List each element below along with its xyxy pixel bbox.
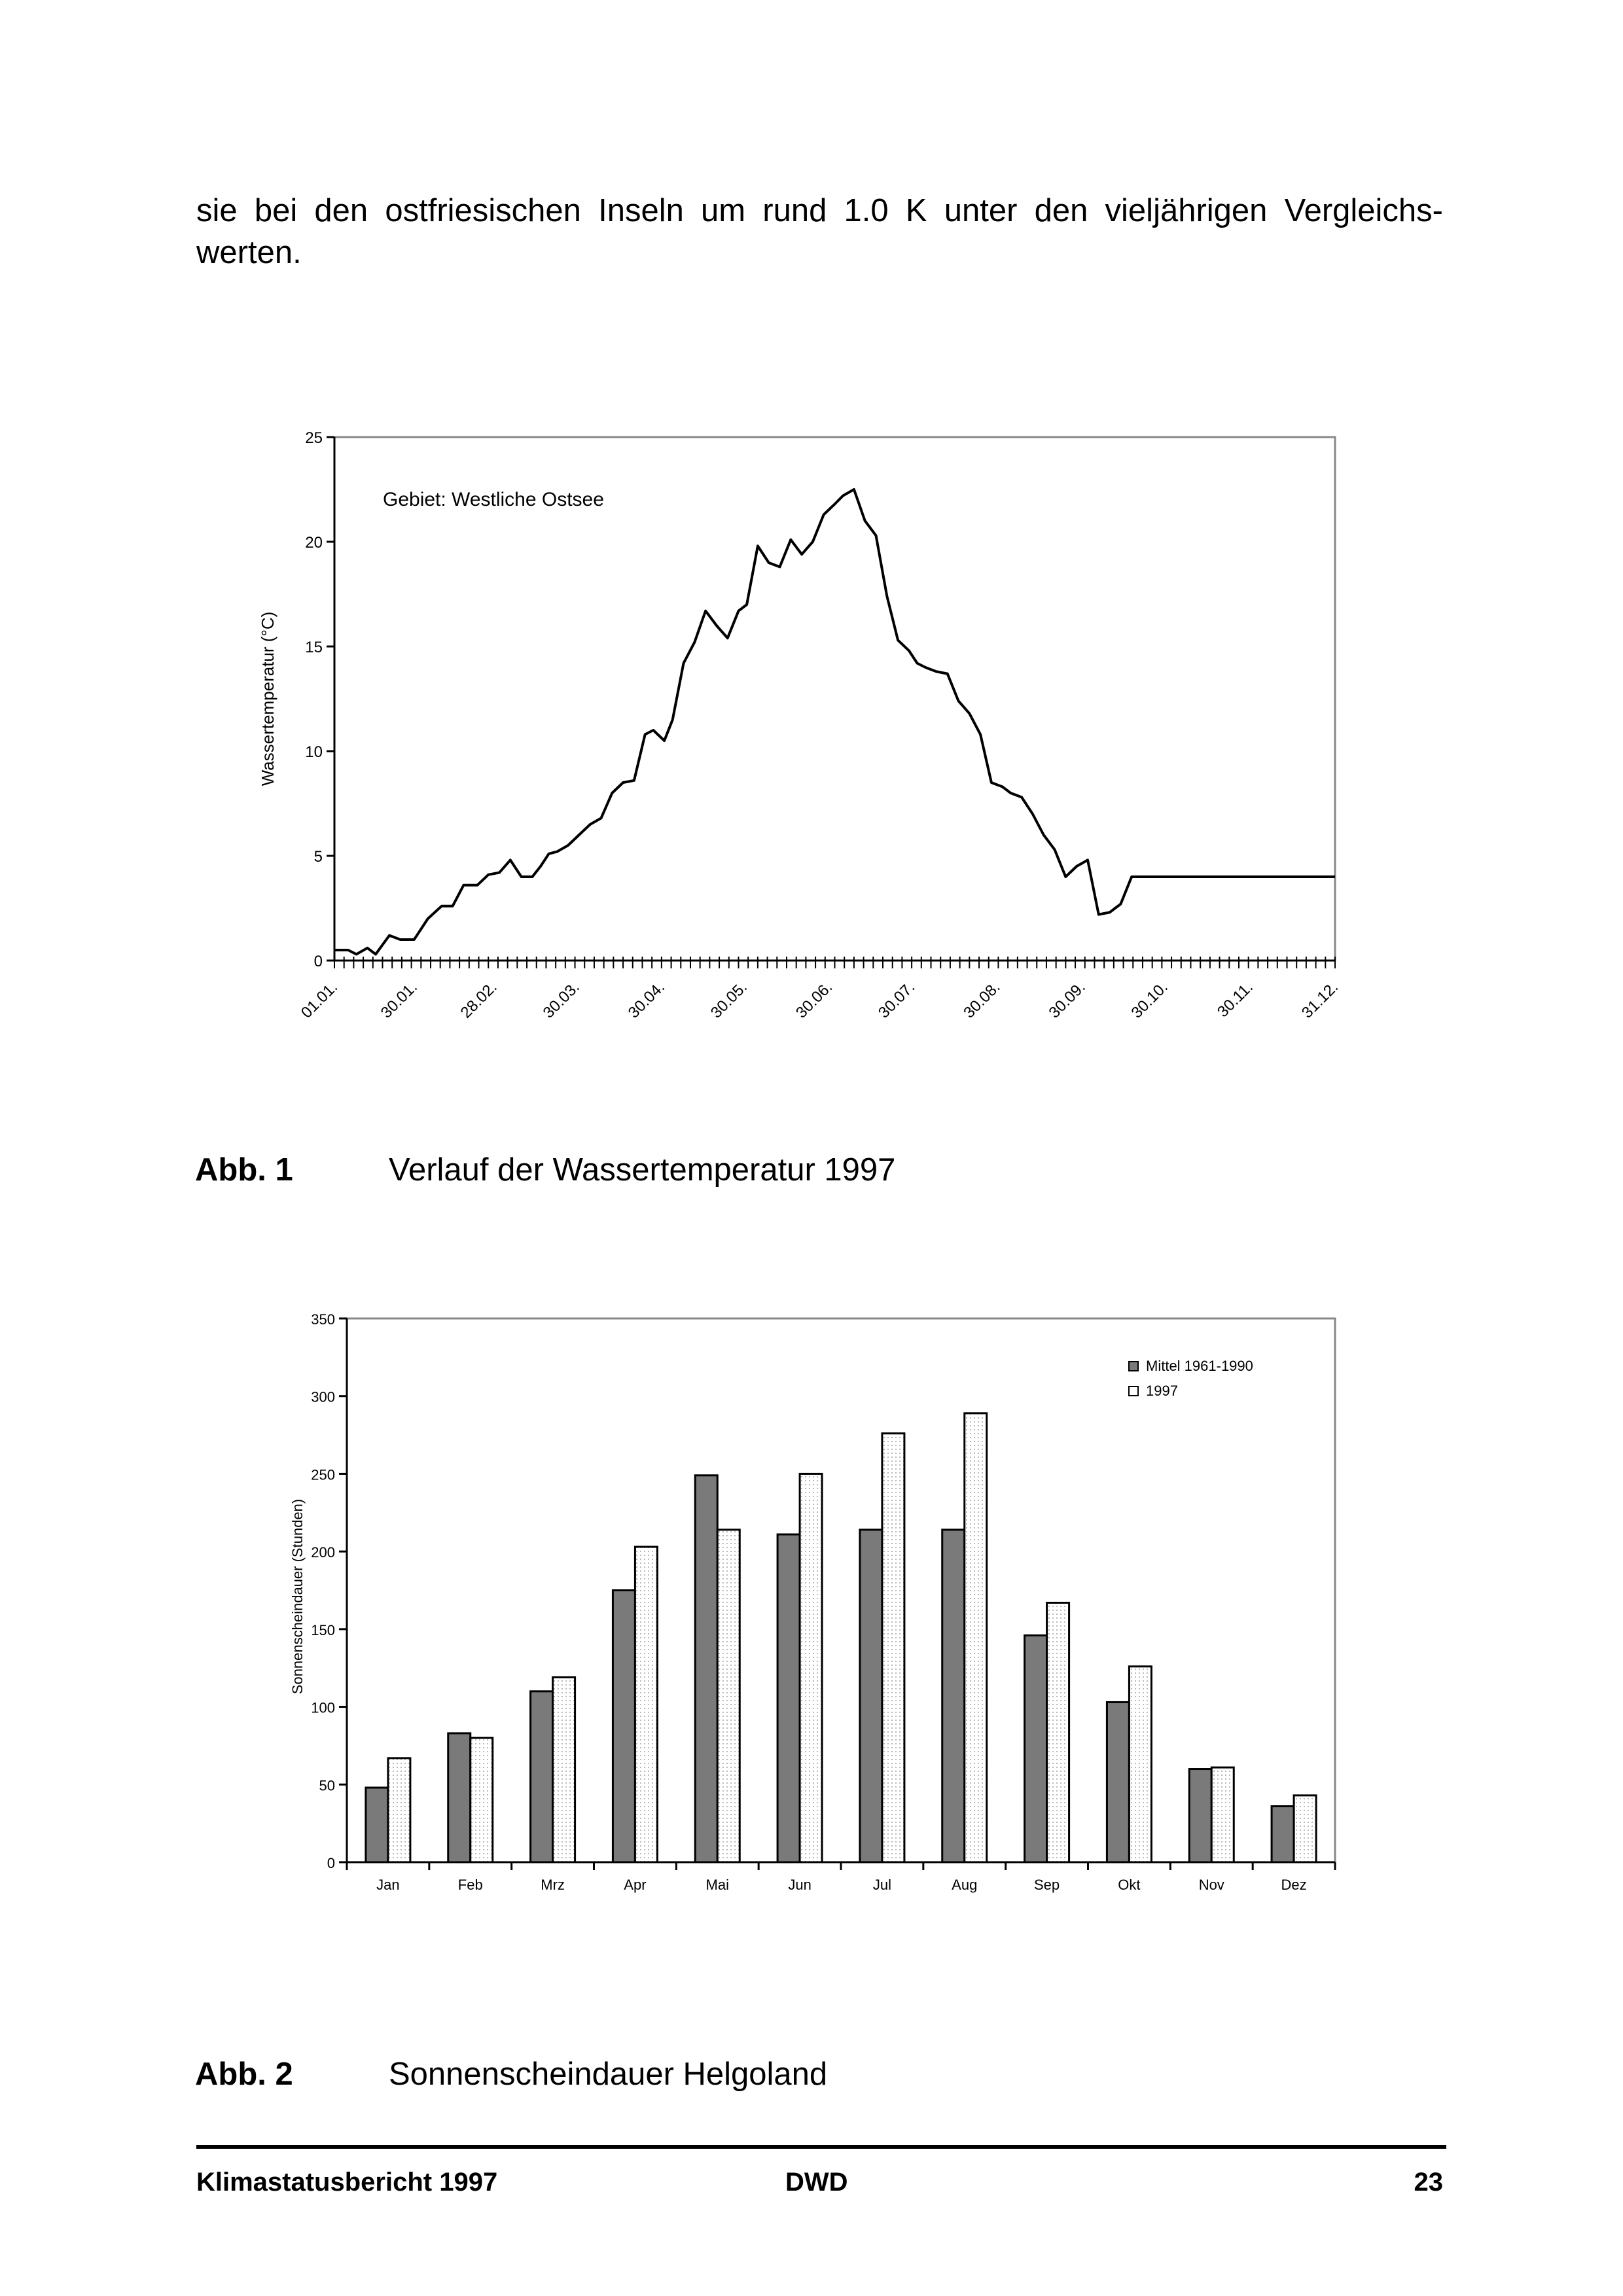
bar-mittel-1961-1990: [448, 1733, 471, 1862]
x-tick-label: Jun: [788, 1877, 812, 1893]
intro-line-1: sie bei den ostfriesischen Inseln um rund 1.0 K unter den vieljährigen Vergleichs-: [196, 193, 1443, 228]
x-tick-label: Nov: [1198, 1877, 1224, 1893]
bar-mittel-1961-1990: [366, 1788, 388, 1862]
x-tick-label: Feb: [457, 1877, 483, 1893]
footer-report-title: Klimastatusbericht 1997: [196, 2168, 498, 2197]
y-tick-label: 0: [313, 953, 323, 970]
plot-frame: [334, 437, 1335, 961]
bar-mittel-1961-1990: [1189, 1769, 1211, 1862]
bar-mittel-1961-1990: [1272, 1807, 1294, 1862]
x-tick-label: Jan: [376, 1877, 400, 1893]
bar-mittel-1961-1990: [531, 1691, 553, 1862]
y-tick-label: 20: [305, 534, 323, 552]
bar-mittel-1961-1990: [942, 1530, 965, 1862]
temperature-line: [334, 489, 1335, 954]
x-tick-label: 30.05.: [707, 978, 751, 1022]
bar-1997: [882, 1434, 904, 1862]
y-tick-label: 350: [311, 1311, 335, 1328]
figure-1-number: Abb. 1: [195, 1152, 293, 1188]
bar-mittel-1961-1990: [777, 1534, 800, 1862]
y-axis-title: Sonnenscheindauer (Stunden): [289, 1498, 306, 1695]
y-tick-label: 150: [311, 1621, 335, 1638]
y-tick-label: 50: [319, 1777, 335, 1794]
x-tick-label: Sep: [1034, 1877, 1060, 1893]
y-tick-label: 5: [313, 848, 323, 866]
y-tick-label: 15: [305, 639, 323, 656]
bar-1997: [1211, 1767, 1234, 1862]
bar-1997: [717, 1530, 740, 1862]
sunshine-duration-chart: [289, 1311, 1335, 1893]
x-tick-label: 30.09.: [1045, 978, 1089, 1022]
x-tick-label: Mai: [705, 1877, 729, 1893]
plot-frame: [347, 1318, 1335, 1862]
legend-swatch-1997: [1129, 1386, 1138, 1396]
x-tick-label: 30.03.: [539, 978, 583, 1022]
bar-1997: [388, 1758, 410, 1862]
x-tick-label: 30.10.: [1128, 978, 1171, 1022]
x-tick-label: Jul: [872, 1877, 891, 1893]
bar-1997: [635, 1547, 657, 1862]
footer-publisher: DWD: [785, 2168, 848, 2197]
y-tick-label: 0: [327, 1855, 335, 1871]
bar-1997: [1047, 1602, 1069, 1862]
x-tick-label: 30.07.: [875, 978, 919, 1022]
bar-mittel-1961-1990: [1025, 1635, 1047, 1862]
bar-mittel-1961-1990: [860, 1530, 882, 1862]
y-tick-label: 100: [311, 1699, 335, 1716]
bar-mittel-1961-1990: [613, 1591, 635, 1863]
x-tick-label: 31.12.: [1298, 978, 1342, 1022]
bar-mittel-1961-1990: [695, 1475, 717, 1862]
x-tick-label: 30.08.: [960, 978, 1004, 1022]
y-tick-label: 300: [311, 1388, 335, 1405]
x-tick-label: 30.06.: [793, 978, 836, 1022]
water-temperature-chart: [258, 429, 1342, 1021]
intro-line-2: werten.: [196, 235, 302, 270]
legend-swatch-mittel: [1129, 1362, 1138, 1371]
y-tick-label: 25: [305, 429, 323, 447]
bar-1997: [965, 1413, 987, 1862]
x-tick-label: 28.02.: [457, 978, 501, 1022]
bar-mittel-1961-1990: [1107, 1702, 1129, 1862]
page-number: 23: [1414, 2168, 1443, 2197]
bar-1997: [553, 1677, 575, 1862]
bar-1997: [800, 1474, 822, 1862]
x-tick-label: 01.01.: [297, 978, 342, 1022]
x-tick-label: Apr: [624, 1877, 647, 1893]
x-tick-label: 30.01.: [377, 978, 421, 1022]
bar-1997: [1129, 1667, 1151, 1862]
x-tick-label: 30.11.: [1214, 978, 1257, 1021]
legend-label-mittel: Mittel 1961-1990: [1146, 1358, 1253, 1374]
legend-label-1997: 1997: [1146, 1383, 1178, 1399]
figure-2-title: Sonnenscheindauer Helgoland: [389, 2057, 828, 2092]
x-tick-label: Mrz: [541, 1877, 565, 1893]
figure-2-number: Abb. 2: [195, 2057, 293, 2092]
x-tick-label: Aug: [952, 1877, 978, 1893]
y-axis-title: Wassertemperatur (°C): [258, 611, 277, 786]
y-tick-label: 250: [311, 1466, 335, 1483]
y-tick-label: 10: [305, 743, 323, 761]
footer-rule: [196, 2145, 1446, 2149]
bar-1997: [1294, 1795, 1316, 1862]
x-tick-label: Okt: [1118, 1877, 1141, 1893]
chart-annotation: Gebiet: Westliche Ostsee: [383, 489, 604, 510]
x-tick-label: 30.04.: [624, 978, 669, 1022]
y-tick-label: 200: [311, 1544, 335, 1561]
bar-1997: [471, 1738, 493, 1862]
x-tick-label: Dez: [1281, 1877, 1307, 1893]
figure-1-title: Verlauf der Wassertemperatur 1997: [389, 1152, 896, 1188]
page-footer: [196, 2163, 1443, 2202]
